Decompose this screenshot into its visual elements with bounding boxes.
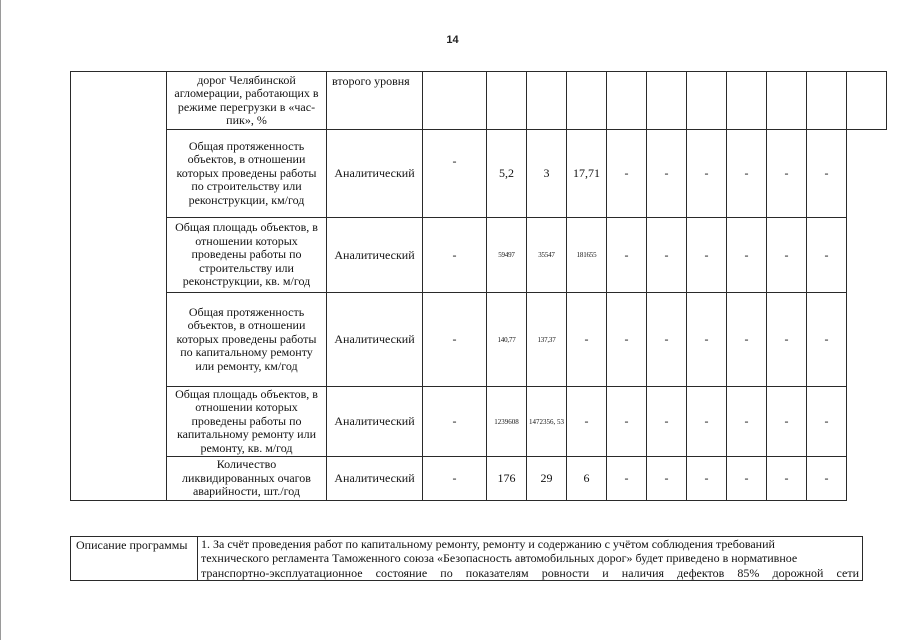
description-label: Описание программы — [71, 537, 198, 581]
dash-value-cell: - — [727, 130, 767, 218]
value-cell: 3 — [527, 130, 567, 218]
dash-value-cell: - — [807, 130, 847, 218]
indicator-name: Общая протяженность объектов, в отношении которых проведены работы по капитальному ремонту или ремонту, км/год — [167, 293, 327, 387]
dash-value-cell: - — [647, 293, 687, 387]
indicator-name: Общая протяженность объектов, в отношении которых проведены работы по строительству или реконструкции, км/год — [167, 130, 327, 218]
value-cell: 35547 — [527, 218, 567, 293]
dash-value-cell: - — [647, 387, 687, 457]
dash-value-cell: - — [767, 130, 807, 218]
value-cell — [767, 72, 807, 130]
dash-value-cell: - — [767, 293, 807, 387]
value-cell: 1472356, 53 — [527, 387, 567, 457]
value-cell — [607, 72, 647, 130]
dash-value-cell: - — [807, 218, 847, 293]
indicators-table — [70, 71, 887, 501]
value-cell: 29 — [527, 457, 567, 501]
dash-value-cell: - — [607, 130, 647, 218]
value-cell: 1239608 — [487, 387, 527, 457]
value-cell — [687, 72, 727, 130]
dash-value-cell: - — [607, 457, 647, 501]
dash-value-cell: - — [687, 218, 727, 293]
indicator-method: Аналитический — [327, 293, 423, 387]
description-line: транспортно-эксплуатационное состояние по показателям ровности и наличия дефектов 85% дорожной сети — [201, 565, 859, 580]
dash-value-cell: - — [423, 387, 487, 457]
dash-value-cell: - — [767, 218, 807, 293]
table-row — [71, 457, 887, 501]
dash-value-cell: - — [727, 387, 767, 457]
dash-value-cell: - — [607, 218, 647, 293]
section-cell — [71, 72, 167, 501]
dash-value-cell: - — [767, 457, 807, 501]
value-cell: 181655 — [567, 218, 607, 293]
description-line: 1. За счёт проведения работ по капитальному ремонту, ремонту и содержанию с учётом соблюдения требований — [201, 537, 775, 551]
dash-value-cell: - — [767, 387, 807, 457]
dash-value-cell: - — [807, 457, 847, 501]
dash-value-cell: - — [727, 293, 767, 387]
dash-value-cell: - — [687, 387, 727, 457]
dash-value-cell: - — [807, 293, 847, 387]
table-row — [71, 387, 887, 457]
table-row — [71, 218, 887, 293]
dash-value-cell: - — [423, 293, 487, 387]
indicator-method: Аналитический — [327, 218, 423, 293]
indicator-method: Аналитический — [327, 387, 423, 457]
indicator-method: Аналитический — [327, 130, 423, 218]
value-cell — [727, 72, 767, 130]
dash-value-cell: - — [647, 457, 687, 501]
dash-value-cell: - — [567, 293, 607, 387]
value-cell — [423, 72, 487, 130]
dash-value-cell: - — [647, 218, 687, 293]
value-cell: 6 — [567, 457, 607, 501]
value-cell — [847, 72, 887, 130]
dash-value-cell: - — [727, 457, 767, 501]
dash-value-cell: - — [423, 130, 487, 218]
indicator-name: Общая площадь объектов, в отношении которых проведены работы по строительству или реконструкции, кв. м/год — [167, 218, 327, 293]
value-cell: 59497 — [487, 218, 527, 293]
value-cell: 137,37 — [527, 293, 567, 387]
dash-value-cell: - — [423, 218, 487, 293]
table-row — [71, 130, 887, 218]
dash-value-cell: - — [687, 130, 727, 218]
dash-value-cell: - — [807, 387, 847, 457]
page-edge-line — [0, 0, 1, 640]
description-text — [198, 537, 863, 581]
description-line: технического регламента Таможенного союза «Безопасность автомобильных дорог» будет приведено в нормативное — [201, 551, 798, 566]
dash-value-cell: - — [687, 293, 727, 387]
value-cell: 176 — [487, 457, 527, 501]
dash-value-cell: - — [727, 218, 767, 293]
value-cell — [527, 72, 567, 130]
dash-value-cell: - — [607, 293, 647, 387]
indicator-name: Общая площадь объектов, в отношении которых проведены работы по капитальному ремонту или ремонту, кв. м/год — [167, 387, 327, 457]
value-cell — [807, 72, 847, 130]
dash-value-cell: - — [567, 387, 607, 457]
value-cell — [647, 72, 687, 130]
value-cell — [567, 72, 607, 130]
dash-value-cell: - — [423, 457, 487, 501]
value-cell: 140,77 — [487, 293, 527, 387]
page-number: 14 — [446, 34, 459, 46]
dash-value-cell: - — [687, 457, 727, 501]
value-cell — [487, 72, 527, 130]
table-row — [71, 293, 887, 387]
indicator-method: Аналитический — [327, 457, 423, 501]
table-row-continued — [71, 72, 887, 130]
dash-value-cell: - — [647, 130, 687, 218]
description-table — [70, 536, 863, 581]
indicator-method: второго уровня — [327, 72, 423, 130]
value-cell: 17,71 — [567, 130, 607, 218]
indicator-name: Количество ликвидированных очагов аварийности, шт./год — [167, 457, 327, 501]
value-cell: 5,2 — [487, 130, 527, 218]
indicator-name: дорог Челябинской агломерации, работающих в режиме перегрузки в «час-пик», % — [167, 72, 327, 130]
dash-value-cell: - — [607, 387, 647, 457]
